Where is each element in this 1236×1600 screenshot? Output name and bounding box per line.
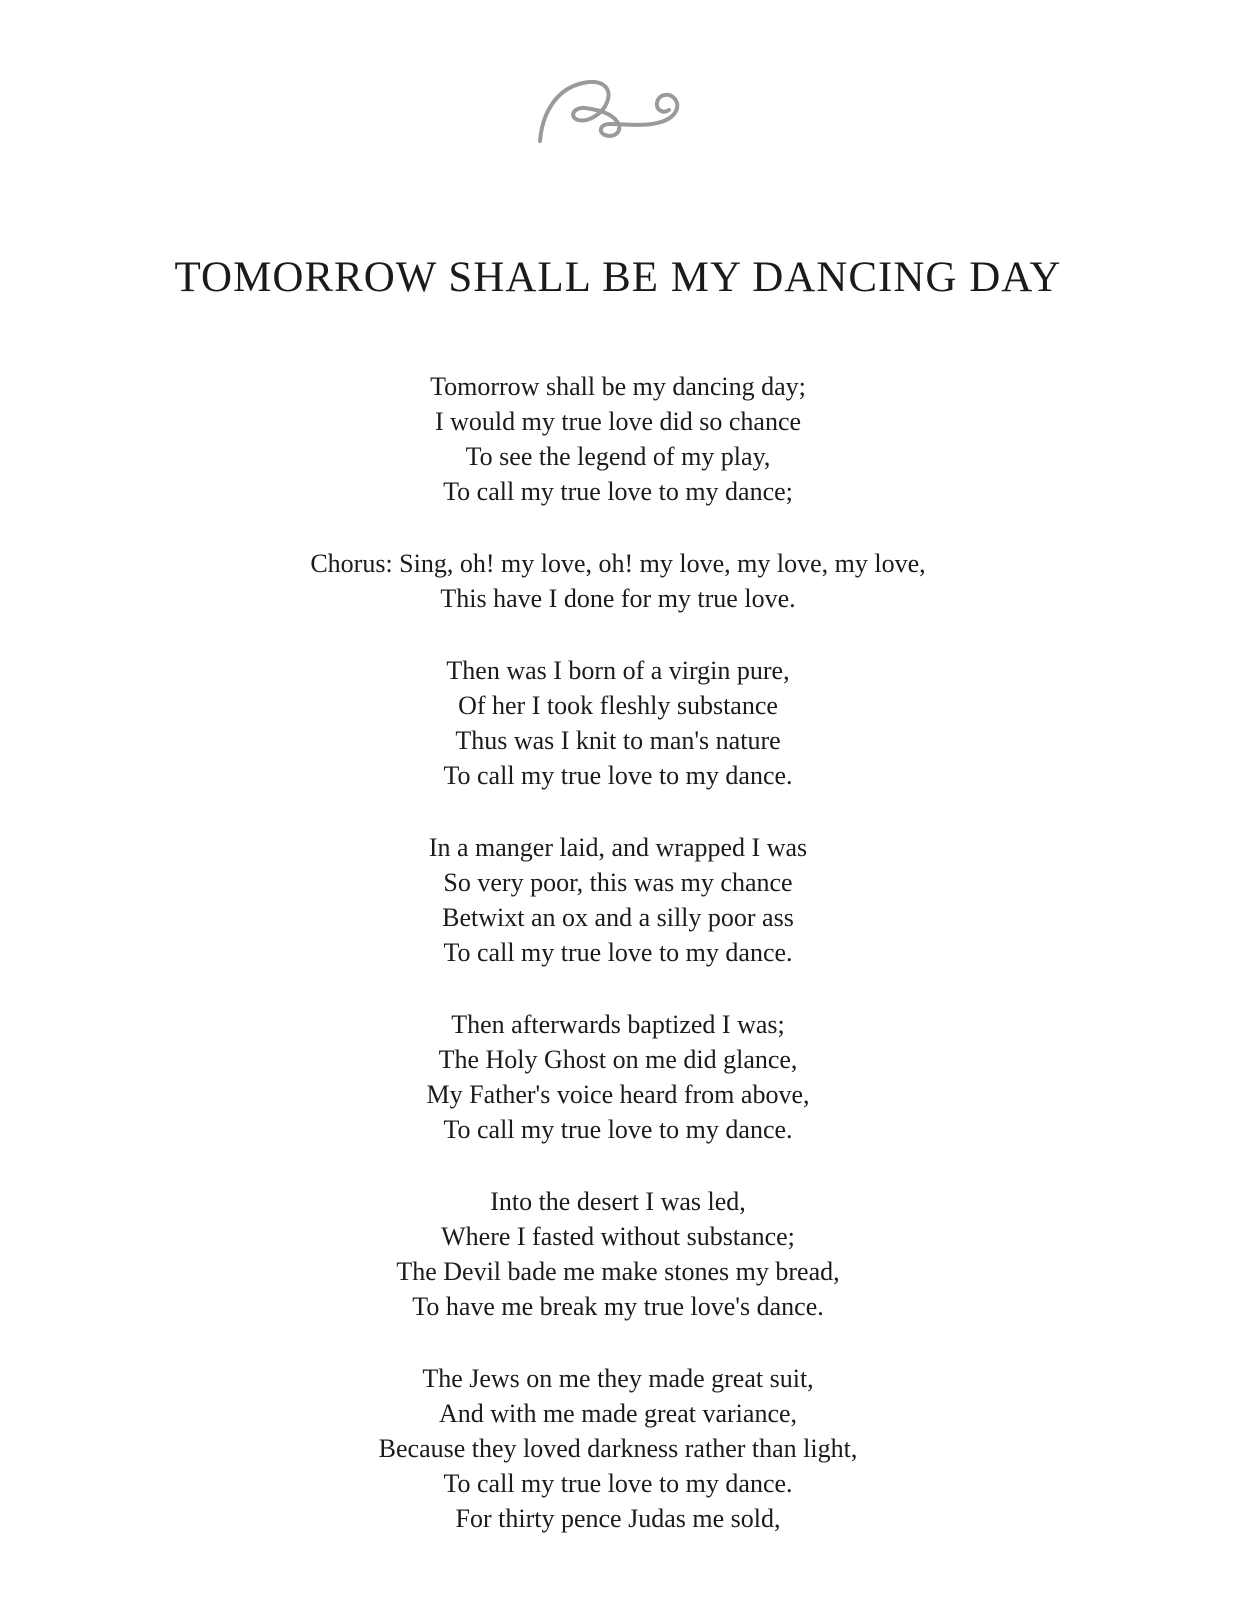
page-title: TOMORROW SHALL BE MY DANCING DAY [174, 254, 1062, 301]
poem-line: To call my true love to my dance. [443, 938, 793, 967]
poem-line: The Jews on me they made great suit, [422, 1364, 814, 1393]
poem [0, 369, 1236, 1536]
poem-line: Chorus: Sing, oh! my love, oh! my love, my love, my love, [310, 549, 926, 578]
poem-line: To call my true love to my dance. [443, 1469, 793, 1498]
poem-line: Then afterwards baptized I was; [451, 1010, 785, 1039]
poem-line: So very poor, this was my chance [443, 868, 793, 897]
poem-line: Into the desert I was led, [490, 1187, 746, 1216]
flourish-swirl-icon [533, 75, 703, 145]
poem-line: To have me break my true love's dance. [412, 1292, 824, 1321]
poem-line: The Holy Ghost on me did glance, [438, 1045, 798, 1074]
poem-line: The Devil bade me make stones my bread, [396, 1257, 840, 1286]
poem-line: Where I fasted without substance; [441, 1222, 795, 1251]
poem-line: Of her I took fleshly substance [458, 691, 778, 720]
poem-line: Because they loved darkness rather than light, [378, 1434, 858, 1463]
poem-line: Then was I born of a virgin pure, [446, 656, 790, 685]
poem-stanza [0, 830, 1236, 970]
poem-line: This have I done for my true love. [440, 584, 796, 613]
poem-line: For thirty pence Judas me sold, [455, 1504, 781, 1533]
poem-line: To call my true love to my dance; [443, 477, 793, 506]
poem-stanza [0, 653, 1236, 793]
poem-stanza [0, 1361, 1236, 1536]
poem-stanza [0, 1184, 1236, 1324]
poem-line: I would my true love did so chance [434, 407, 802, 436]
poem-line: My Father's voice heard from above, [426, 1080, 810, 1109]
poem-line: Thus was I knit to man's nature [455, 726, 781, 755]
poem-stanza [0, 1007, 1236, 1147]
poem-stanza [0, 369, 1236, 509]
poem-line: Betwixt an ox and a silly poor ass [442, 903, 794, 932]
poem-line: To call my true love to my dance. [443, 761, 793, 790]
poem-line: And with me made great variance, [438, 1399, 798, 1428]
poem-line: To see the legend of my play, [465, 442, 771, 471]
poem-line: Tomorrow shall be my dancing day; [430, 372, 806, 401]
poem-chorus [0, 546, 1236, 616]
poem-line: To call my true love to my dance. [443, 1115, 793, 1144]
poem-line: In a manger laid, and wrapped I was [428, 833, 808, 862]
